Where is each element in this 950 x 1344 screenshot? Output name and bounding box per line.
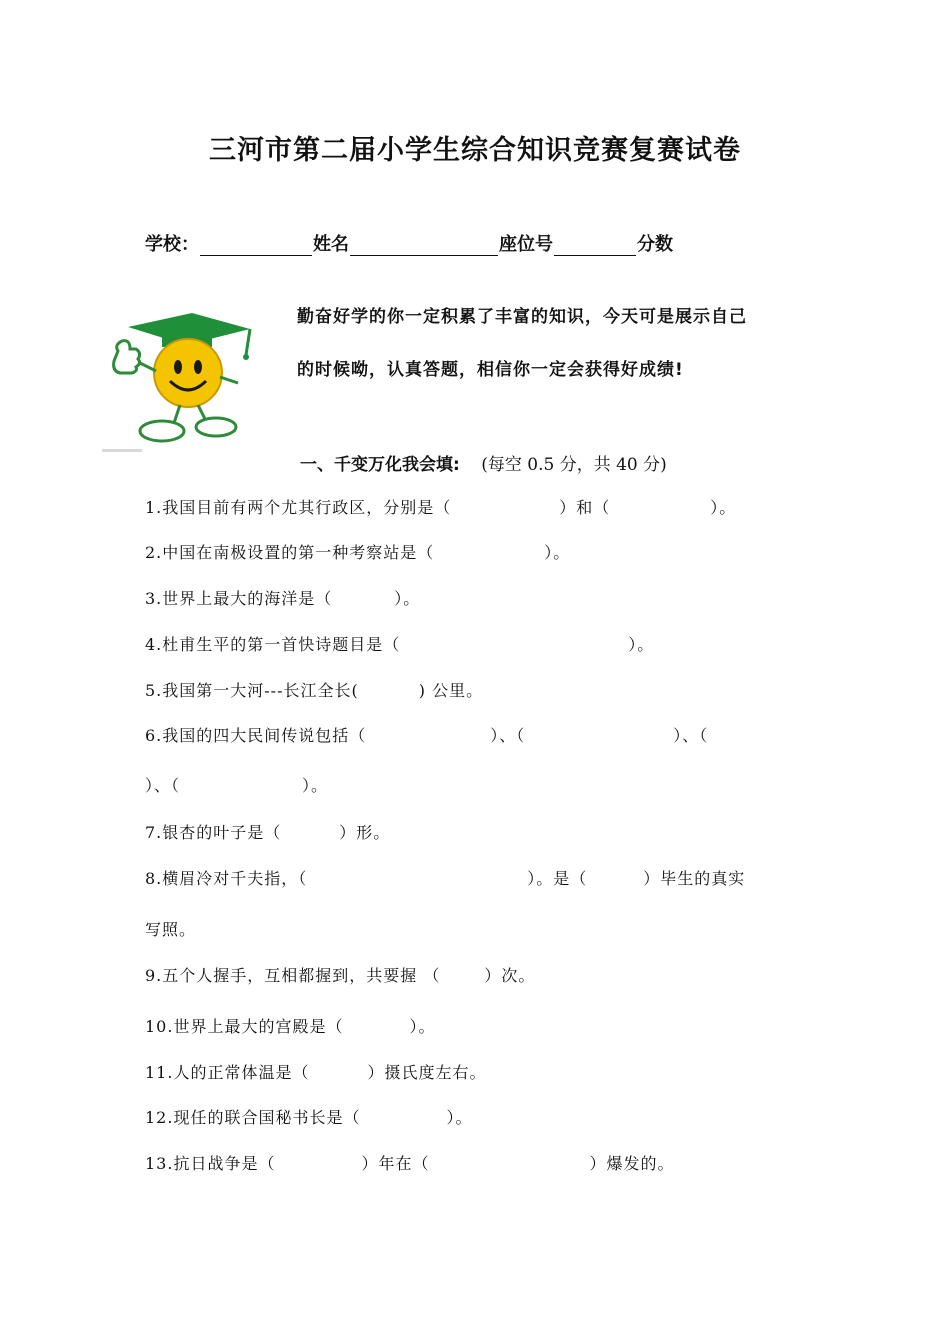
question-13: 13.抗日战争是（ ）年在（ ）爆发的。 [145,1154,675,1173]
question-8-continued: 写照。 [145,920,197,939]
intro-line-1: 勤奋好学的你一定积累了丰富的知识，今天可是展示自己 [297,307,747,327]
question-12: 12.现任的联合国秘书长是（ ）。 [145,1108,473,1127]
thumbs-up-hand-icon [114,341,140,373]
question-6-continued: ）、（ ）。 [145,776,329,795]
school-blank[interactable] [200,235,312,256]
name-blank[interactable] [350,235,498,256]
score-label: 分数 [637,234,673,255]
section-one-heading [300,450,667,475]
question-10: 10.世界上最大的宫殿是（ ）。 [145,1017,436,1036]
question-7: 7.银杏的叶子是（ ）形。 [145,823,391,842]
question-2: 2.中国在南极设置的第一种考察站是（ ）。 [145,543,571,562]
name-label: 姓名 [313,234,349,255]
question-6: 6.我国的四大民间传说包括（ ）、（ ）、（ [145,726,709,745]
page-title: 三河市第二届小学生综合知识竞赛复赛试卷 [209,135,741,166]
intro-line-2: 的时候呦，认真答题，相信你一定会获得好成绩! [297,360,684,380]
left-shoe-icon [140,421,184,441]
right-shoe-icon [196,418,236,436]
section-scoring: (每空 0.5 分，共 40 分) [481,455,667,475]
question-3: 3.世界上最大的海洋是（ ）。 [145,589,421,608]
section-title: 一、千变万化我会填: [300,455,460,475]
question-4: 4.杜甫生平的第一首快诗题目是（ ）。 [145,635,655,654]
question-9: 9.五个人握手，互相都握到，共要握 （ ）次。 [145,966,536,985]
question-11: 11.人的正常体温是（ ）摄氏度左右。 [145,1063,487,1082]
smiley-face-icon [154,339,222,407]
school-label: 学校： [145,234,199,255]
question-1: 1.我国目前有两个尤其行政区，分别是（ ）和（ ）。 [145,498,737,517]
seat-blank[interactable] [554,235,636,256]
question-8: 8.横眉冷对千夫指，（ ）。是（ ）毕生的真实 [145,869,746,888]
seat-label: 座位号 [499,234,553,255]
mascot-graduate-illustration [100,305,260,455]
question-5: 5.我国第一大河---长江全长( ) 公里。 [145,681,484,700]
student-info-line [145,230,673,256]
